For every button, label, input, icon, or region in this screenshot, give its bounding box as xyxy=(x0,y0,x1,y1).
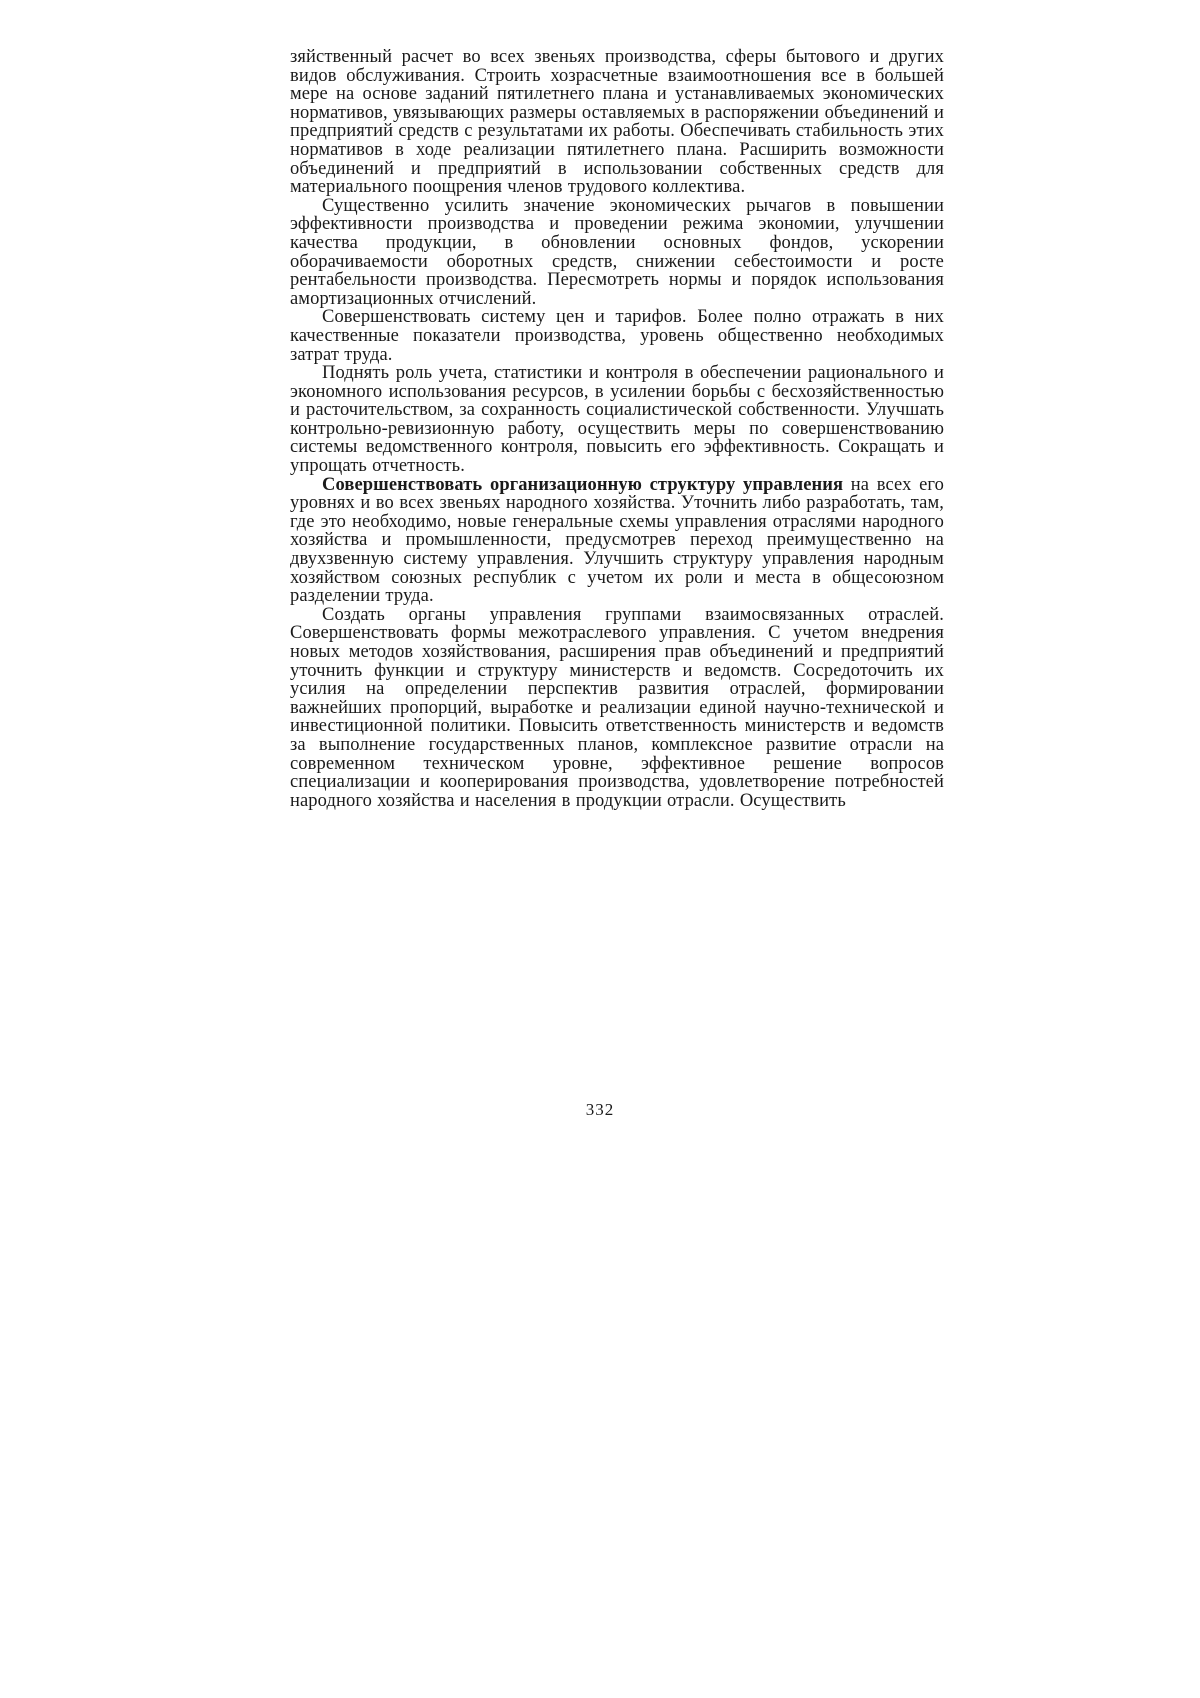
paragraph-4-text: Поднять роль учета, статистики и контроля в обеспечении рационального и экономного использования ресурсов, в усилении борьбы с бесхозяйственностью и расточительством, за сохранность социалистической собственности. Улучшать контрольно-ревизионную работу, осуществить меры по совершенствованию системы ведомственного контроля, повысить его эффективность. Сокращать и упрощать отчетность. xyxy=(290,363,944,477)
paragraph-3-text: Совершенствовать систему цен и тарифов. Более полно отражать в них качественные показатели производства, уровень общественно необходимых затрат труда. xyxy=(290,307,944,365)
paragraph-4 xyxy=(290,364,944,476)
paragraph-2-text: Существенно усилить значение экономических рычагов в повышении эффективности производства и проведении режима экономии, улучшении качества продукции, в обновлении основных фондов, ускорении оборачиваемости оборотных средств, снижении себестоимости и росте рентабельности производства. Пересмотреть нормы и порядок использования амортизационных отчислений. xyxy=(290,195,944,309)
paragraph-1 xyxy=(290,48,944,197)
paragraph-5-text: на всех его уровнях и во всех звеньях народного хозяйства. Уточнить либо разработать, там, где это необходимо, новые генеральные схемы управления отраслями народного хозяйства и промышленности, предусмотрев переход преимущественно на двухзвенную систему управления. Улучшить структуру управления народным хозяйством союзных республик с учетом их роли и места в общесоюзном разделении труда. xyxy=(290,474,944,607)
paragraph-6-text: Создать органы управления группами взаимосвязанных отраслей. Совершенствовать формы межотраслевого управления. С учетом внедрения новых методов хозяйствования, расширения прав объединений и предприятий уточнить функции и структуру министерств и ведомств. Сосредоточить их усилия на определении перспектив развития отраслей, формировании важнейших пропорций, выработке и реализации единой научно-технической и инвестиционной политики. Повысить ответственность министерств и ведомств за выполнение государственных планов, комплексное развитие отрасли на современном техническом уровне, эффективное решение вопросов специализации и кооперирования производства, удовлетворение потребностей народного хозяйства и населения в продукции отрасли. Осуществить xyxy=(290,604,944,811)
paragraph-5-bold-lead: Совершенствовать организационную структуру управления xyxy=(322,474,844,495)
paragraph-6 xyxy=(290,606,944,811)
page-text xyxy=(290,48,944,810)
paragraph-5 xyxy=(290,476,944,606)
page-number: 332 xyxy=(585,1100,615,1119)
paragraph-2 xyxy=(290,197,944,309)
paragraph-1-text: зяйственный расчет во всех звеньях производства, сферы бытового и других видов обслуживания. Строить хозрасчетные взаимоотношения все в большей мере на основе заданий пятилетнего плана и устанавливаемых экономических нормативов, увязывающих размеры оставляемых в распоряжении объединений и предприятий средств с результатами их работы. Обеспечивать стабильность этих нормативов в ходе реализации пятилетнего плана. Расширить возможности объединений и предприятий в использовании собственных средств для материального поощрения членов трудового коллектива. xyxy=(290,47,944,198)
paragraph-3 xyxy=(290,308,944,364)
